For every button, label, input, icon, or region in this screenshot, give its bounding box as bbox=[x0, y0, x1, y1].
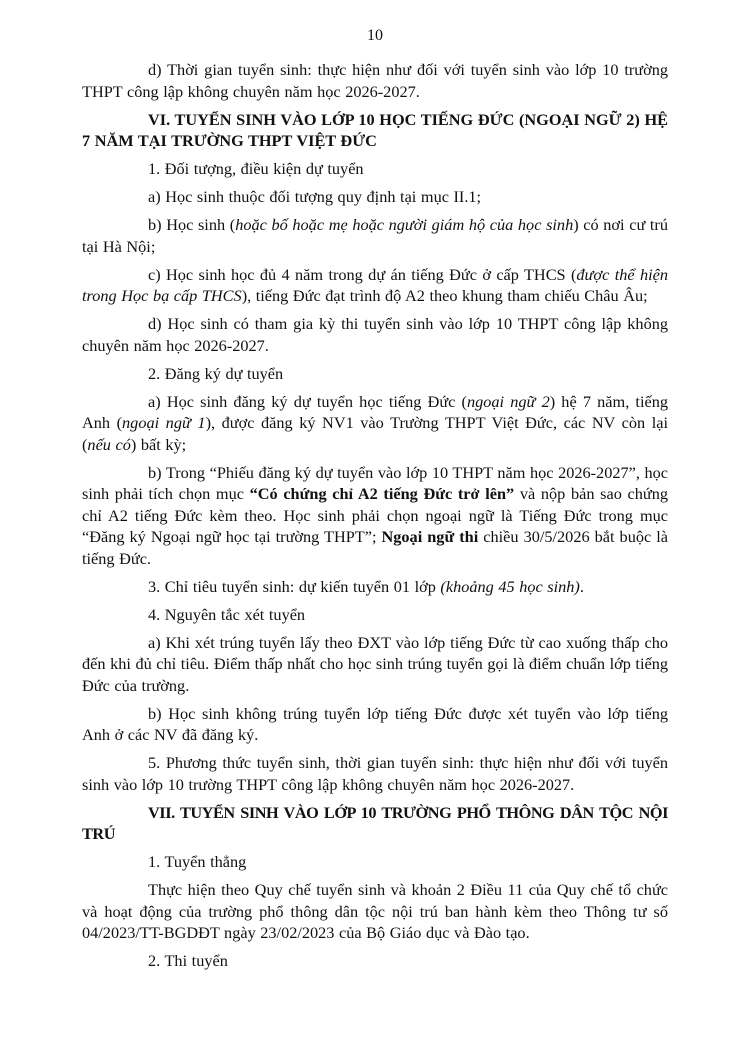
para-vi-4a bbox=[82, 632, 668, 697]
text-run: ngoại ngữ 1 bbox=[122, 413, 206, 432]
text-run: nếu có bbox=[87, 434, 131, 454]
text-run: 2. Thi tuyển bbox=[148, 951, 228, 970]
text-run: a) Học sinh thuộc đối tượng quy định tại mục II.1; bbox=[148, 187, 482, 206]
text-run: Thực hiện theo Quy chế tuyển sinh và khoản 2 Điều 11 của Quy chế tổ chức và hoạt động của trường phổ thông dân tộc nội trú ban hành kèm theo Thông tư số 04/2023/TT-BGDĐT ngày 23/02/2023 của Bộ Giáo dục và Đào tạo. bbox=[82, 880, 668, 942]
text-run: 4. Nguyên tắc xét tuyển bbox=[148, 604, 306, 624]
para-thoi-gian-tuyen-sinh bbox=[82, 59, 668, 102]
para-vi-1c bbox=[82, 264, 668, 307]
text-run: “Có chứng chỉ A2 tiếng Đức trở lên” bbox=[249, 484, 515, 503]
text-run: b) Học sinh không trúng tuyển lớp tiếng Đức được xét tuyển vào lớp tiếng Anh ở các NV đã đăng ký. bbox=[82, 703, 668, 744]
text-run: 1. Đối tượng, điều kiện dự tuyển bbox=[148, 159, 364, 178]
text-run: ) có nơi cư trú tại Hà Nội; bbox=[82, 215, 668, 256]
text-run: Ngoại ngữ thi bbox=[381, 527, 479, 546]
para-vi-2a bbox=[82, 391, 668, 456]
text-run: 2. Đăng ký dự tuyển bbox=[148, 363, 284, 383]
text-run: b) Học sinh ( bbox=[148, 215, 236, 234]
text-run: b) Trong “Phiếu đăng ký dự tuyển vào lớp 10 THPT năm học 2026-2027”, học sinh phải tích chọn mục bbox=[82, 462, 668, 503]
para-vi-1d bbox=[82, 313, 668, 356]
text-run: . bbox=[579, 576, 584, 596]
para-vi-3-chi-tieu bbox=[82, 576, 668, 598]
text-run: 1. Tuyển thẳng bbox=[148, 852, 247, 871]
text-run: ngoại ngữ 2 bbox=[466, 391, 550, 411]
text-run: a) Học sinh đăng ký dự tuyển học tiếng Đức ( bbox=[148, 391, 467, 411]
text-run: d) Thời gian tuyển sinh: thực hiện như đối với tuyển sinh vào lớp 10 trường THPT công lập không chuyên năm học 2026-2027. bbox=[82, 60, 668, 101]
text-run: d) Học sinh có tham gia kỳ thi tuyển sinh vào lớp 10 THPT công lập không chuyên năm học 2026-2027. bbox=[82, 314, 668, 355]
para-vi-2b bbox=[82, 462, 668, 570]
text-run: 5. Phương thức tuyển sinh, thời gian tuyển sinh: thực hiện như đối với tuyển sinh vào lớp 10 trường THPT công lập không chuyên năm học 2026-2027. bbox=[82, 753, 668, 794]
para-vi-1a bbox=[82, 186, 668, 208]
text-run: ) hệ 7 năm, tiếng Anh ( bbox=[82, 391, 668, 432]
text-run: hoặc bố hoặc mẹ hoặc người giám hộ của học sinh bbox=[235, 215, 574, 234]
document-body bbox=[82, 59, 668, 972]
para-vi-1-doi-tuong bbox=[82, 158, 668, 180]
heading-section-vi bbox=[82, 109, 668, 152]
heading-section-vii bbox=[82, 802, 668, 845]
text-run: ), tiếng Đức đạt trình độ A2 theo khung tham chiếu Châu Âu; bbox=[241, 286, 648, 305]
text-run: c) Học sinh học đủ 4 năm trong dự án tiếng Đức ở cấp THCS ( bbox=[148, 264, 577, 284]
text-run: VII. TUYỂN SINH VÀO LỚP 10 TRƯỜNG PHỔ THÔNG DÂN TỘC NỘI TRÚ bbox=[82, 802, 668, 843]
para-vi-5-phuong-thuc bbox=[82, 752, 668, 795]
text-run: VI. TUYỂN SINH VÀO LỚP 10 HỌC TIẾNG ĐỨC (NGOẠI NGỮ 2) HỆ 7 NĂM TẠI TRƯỜNG THPT VIỆT ĐỨC bbox=[82, 109, 668, 150]
para-vi-1b bbox=[82, 214, 668, 257]
para-vii-1-noi-dung bbox=[82, 879, 668, 944]
para-vi-4-nguyen-tac bbox=[82, 604, 668, 626]
para-vii-1-tuyen-thang bbox=[82, 851, 668, 873]
text-run: và nộp bản sao chứng chỉ A2 tiếng Đức kèm theo. Học sinh phải chọn ngoại ngữ là Tiếng Đức trong mục “Đăng ký Ngoại ngữ học tại trường THPT”; bbox=[82, 484, 668, 546]
text-run: 3. Chỉ tiêu tuyển sinh: dự kiến tuyển 01 lớp bbox=[148, 576, 441, 596]
page-number: 10 bbox=[367, 27, 383, 44]
para-vi-2-dang-ky bbox=[82, 363, 668, 385]
text-run: (khoảng 45 học sinh) bbox=[440, 576, 580, 596]
text-run: ) bất kỳ; bbox=[130, 434, 187, 454]
text-run: a) Khi xét trúng tuyển lấy theo ĐXT vào lớp tiếng Đức từ cao xuống thấp cho đến khi đủ chỉ tiêu. Điểm thấp nhất cho học sinh trúng tuyển gọi là điểm chuẩn lớp tiếng Đức của trường. bbox=[82, 632, 668, 695]
text-run: ), được đăng ký NV1 vào Trường THPT Việt Đức, các NV còn lại ( bbox=[82, 413, 668, 454]
text-run: chiều 30/5/2026 bắt buộc là tiếng Đức. bbox=[82, 527, 668, 568]
para-vi-4b bbox=[82, 703, 668, 746]
para-vii-2-thi-tuyen bbox=[82, 950, 668, 972]
text-run: được thể hiện trong Học bạ cấp THCS bbox=[82, 264, 668, 305]
